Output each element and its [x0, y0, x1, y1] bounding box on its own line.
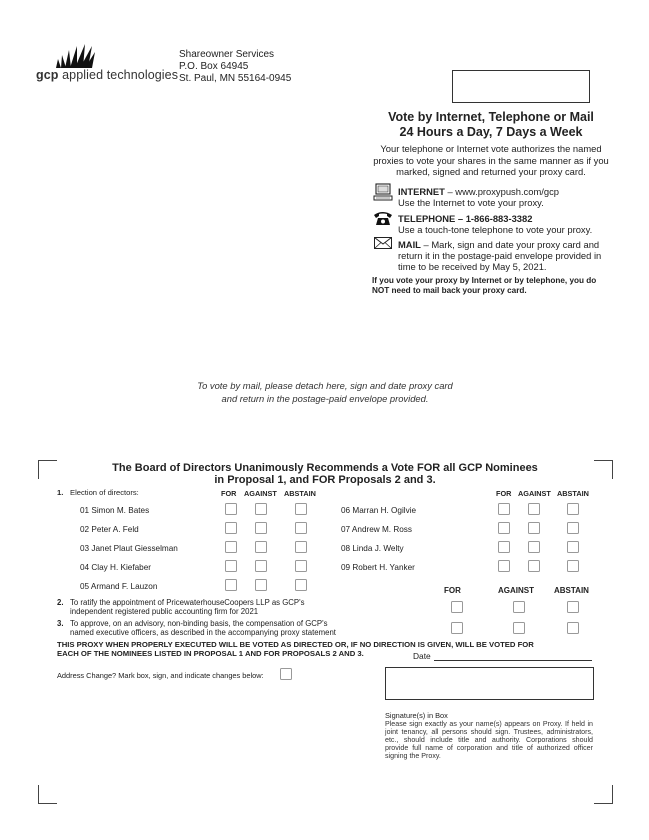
- method-mail-label: MAIL: [398, 239, 421, 250]
- nominee-05-abstain-checkbox[interactable]: [295, 579, 307, 591]
- nominee-02-for-checkbox[interactable]: [225, 522, 237, 534]
- crop-mark-bottom-right: [594, 785, 613, 804]
- board-recommendation-title: [80, 462, 570, 486]
- proxy-statement-line-1: THIS PROXY WHEN PROPERLY EXECUTED WILL BE VOTED AS DIRECTED OR, IF NO DIRECTION IS GIVEN, WILL BE VOTED FOR: [57, 640, 534, 649]
- nominee-name: 03 Janet Plaut Giesselman: [80, 544, 178, 553]
- method-internet-desc: Use the Internet to vote your proxy.: [398, 197, 544, 208]
- gcp-logo-icon: [52, 41, 96, 71]
- nominee-03-abstain-checkbox[interactable]: [295, 541, 307, 553]
- proposal-2-line-2: independent registered public accounting firm for 2021: [70, 606, 259, 616]
- method-telephone-desc: Use a touch-tone telephone to vote your proxy.: [398, 224, 593, 235]
- right-col-for: FOR: [496, 489, 512, 498]
- logo-prefix: gcp: [36, 68, 59, 82]
- vote-intro-text: Your telephone or Internet vote authorizes the named proxies to vote your shares in the same manner as if you marked, signed and returned your proxy card.: [373, 143, 609, 177]
- nominee-08-for-checkbox[interactable]: [498, 541, 510, 553]
- nominee-name: 09 Robert H. Yanker: [341, 563, 415, 572]
- method-mail-detail: – Mark, sign and date your proxy card and return it in the postage-paid envelope provided in time to be received by May 5, 2021.: [398, 239, 602, 272]
- board-title-line-2: in Proposal 1, and FOR Proposals 2 and 3.: [214, 474, 436, 486]
- proposal-3-abstain-checkbox[interactable]: [567, 622, 579, 634]
- signature-box[interactable]: [385, 667, 594, 700]
- nominee-07-against-checkbox[interactable]: [528, 522, 540, 534]
- proposal-col-for: FOR: [444, 586, 461, 595]
- logo-suffix: applied technologies: [62, 68, 179, 82]
- company-logo-text: [36, 68, 178, 82]
- signature-instructions: Please sign exactly as your name(s) appears on Proxy. If held in joint tenancy, all persons should sign. Trustees, administrators, etc., should include title and authority. Corporations should provide full name of corporation and title of authorized officer signing the Proxy.: [385, 720, 593, 760]
- nominee-09-against-checkbox[interactable]: [528, 560, 540, 572]
- item-1-number: 1.: [57, 488, 64, 497]
- nominee-04-for-checkbox[interactable]: [225, 560, 237, 572]
- nominee-02-against-checkbox[interactable]: [255, 522, 267, 534]
- nominee-06-against-checkbox[interactable]: [528, 503, 540, 515]
- nominee-name: 06 Marran H. Ogilvie: [341, 506, 417, 515]
- crop-mark-top-left: [38, 460, 57, 479]
- nominee-04-abstain-checkbox[interactable]: [295, 560, 307, 572]
- nominee-08-abstain-checkbox[interactable]: [567, 541, 579, 553]
- address-line: Shareowner Services: [179, 49, 275, 60]
- mailing-address: [179, 49, 291, 85]
- detach-line-2: and return in the postage-paid envelope provided.: [221, 393, 429, 404]
- nominee-01-abstain-checkbox[interactable]: [295, 503, 307, 515]
- proposal-2-number: 2.: [57, 598, 64, 607]
- address-line: P.O. Box 64945: [179, 61, 249, 72]
- proposal-3-number: 3.: [57, 619, 64, 628]
- proposal-2-text: [70, 599, 410, 616]
- proposal-col-against: AGAINST: [498, 586, 534, 595]
- nominee-01-for-checkbox[interactable]: [225, 503, 237, 515]
- crop-mark-bottom-left: [38, 785, 57, 804]
- nominee-09-for-checkbox[interactable]: [498, 560, 510, 572]
- nominee-07-for-checkbox[interactable]: [498, 522, 510, 534]
- board-title-line-1: The Board of Directors Unanimously Recommends a Vote FOR all GCP Nominees: [112, 462, 538, 474]
- nominee-01-against-checkbox[interactable]: [255, 503, 267, 515]
- nominee-name: 08 Linda J. Welty: [341, 544, 404, 553]
- proposal-3-for-checkbox[interactable]: [451, 622, 463, 634]
- proposal-col-abstain: ABSTAIN: [554, 586, 589, 595]
- proxy-statement: [57, 641, 617, 658]
- proposal-2-for-checkbox[interactable]: [451, 601, 463, 613]
- detach-instructions: [150, 379, 500, 405]
- date-label: Date: [413, 651, 431, 661]
- nominee-03-against-checkbox[interactable]: [255, 541, 267, 553]
- no-mail-note: If you vote your proxy by Internet or by telephone, you do NOT need to mail back your proxy card.: [372, 276, 597, 295]
- nominee-06-abstain-checkbox[interactable]: [567, 503, 579, 515]
- proxy-statement-line-2: EACH OF THE NOMINEES LISTED IN PROPOSAL 1 AND FOR PROPOSALS 2 AND 3.: [57, 648, 364, 658]
- method-telephone-label: TELEPHONE – 1-866-883-3382: [398, 213, 533, 224]
- address-change-label: Address Change? Mark box, sign, and indicate changes below:: [57, 671, 264, 680]
- nominee-03-for-checkbox[interactable]: [225, 541, 237, 553]
- vote-title-line-1: Vote by Internet, Telephone or Mail: [388, 110, 594, 124]
- date-input-line[interactable]: [434, 660, 592, 661]
- nominee-name: 07 Andrew M. Ross: [341, 525, 412, 534]
- vote-title-line-2: 24 Hours a Day, 7 Days a Week: [399, 125, 583, 139]
- crop-mark-top-right: [594, 460, 613, 479]
- nominee-name: 04 Clay H. Kiefaber: [80, 563, 151, 572]
- nominee-05-against-checkbox[interactable]: [255, 579, 267, 591]
- method-internet: [398, 186, 613, 208]
- envelope-icon: [374, 237, 392, 249]
- proposal-3-text: [70, 620, 410, 637]
- proposal-3-line-1: To approve, on an advisory, non-binding basis, the compensation of GCP's: [70, 619, 328, 628]
- item-1-label: Election of directors:: [70, 488, 139, 497]
- proposal-3-against-checkbox[interactable]: [513, 622, 525, 634]
- method-mail: [398, 239, 613, 272]
- detach-line-1: To vote by mail, please detach here, sign and date proxy card: [197, 380, 453, 391]
- vote-methods-title: [360, 110, 622, 140]
- nominee-02-abstain-checkbox[interactable]: [295, 522, 307, 534]
- nominee-name: 01 Simon M. Bates: [80, 506, 150, 515]
- nominee-08-against-checkbox[interactable]: [528, 541, 540, 553]
- nominee-05-for-checkbox[interactable]: [225, 579, 237, 591]
- method-internet-label: INTERNET: [398, 186, 445, 197]
- address-change-checkbox[interactable]: [280, 668, 292, 680]
- signature-label: Signature(s) in Box: [385, 711, 448, 720]
- nominee-09-abstain-checkbox[interactable]: [567, 560, 579, 572]
- nominee-04-against-checkbox[interactable]: [255, 560, 267, 572]
- proposal-2-line-1: To ratify the appointment of PricewaterhouseCoopers LLP as GCP's: [70, 598, 305, 607]
- nominee-07-abstain-checkbox[interactable]: [567, 522, 579, 534]
- computer-icon: [373, 183, 393, 202]
- right-col-abstain: ABSTAIN: [557, 489, 589, 498]
- telephone-icon: [373, 210, 393, 226]
- address-line: St. Paul, MN 55164-0945: [179, 73, 292, 84]
- right-col-against: AGAINST: [518, 489, 551, 498]
- left-col-abstain: ABSTAIN: [284, 489, 316, 498]
- method-internet-url: – www.proxypush.com/gcp: [444, 186, 559, 197]
- nominee-name: 05 Armand F. Lauzon: [80, 582, 158, 591]
- method-telephone: [398, 213, 613, 235]
- nominee-name: 02 Peter A. Feld: [80, 525, 139, 534]
- left-col-against: AGAINST: [244, 489, 277, 498]
- proposal-3-line-2: named executive officers, as described in the accompanying proxy statement: [70, 627, 336, 637]
- left-col-for: FOR: [221, 489, 237, 498]
- proposal-2-against-checkbox[interactable]: [513, 601, 525, 613]
- nominee-06-for-checkbox[interactable]: [498, 503, 510, 515]
- account-number-box: [452, 70, 590, 103]
- proposal-2-abstain-checkbox[interactable]: [567, 601, 579, 613]
